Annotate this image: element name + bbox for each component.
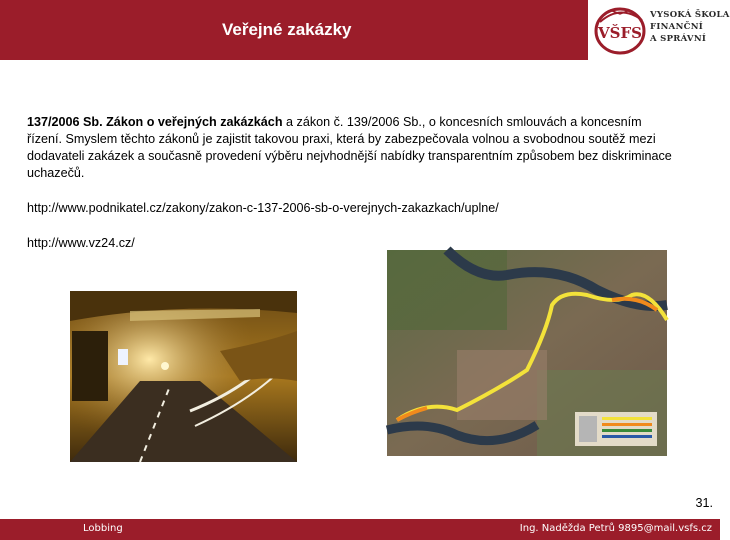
main-paragraph (27, 114, 677, 182)
page-number: 31. (695, 496, 713, 510)
logo-line-1: VYSOKÁ ŠKOLA (650, 10, 730, 20)
footer-topic: Lobbing (83, 523, 123, 534)
school-logo (592, 2, 730, 58)
vsfs-logo-mark-icon (592, 2, 650, 58)
logo-line-3: A SPRÁVNÍ (650, 34, 707, 44)
link-vz24[interactable]: http://www.vz24.cz/ (27, 236, 135, 250)
paragraph-rest: a zákon č. 139/2006 Sb., o koncesních smlouvách a koncesním řízení. Smyslem těchto zákonů je zajistit takovou praxi, která by zabezpečovala volnou a svobodnou soutěž mezi dodavateli zakázek a současně provedení výběru nejvhodnější nabídky transparentním způsobem bez diskriminace uchazečů. (27, 115, 672, 180)
page-title: Veřejné zakázky (222, 20, 352, 39)
tunnel-photo (70, 291, 297, 462)
logo-line-2: FINANČNÍ (650, 22, 704, 32)
header-bar (0, 0, 588, 60)
footer-bar (0, 519, 720, 540)
paragraph-bold: 137/2006 Sb. Zákon o veřejných zakázkách (27, 115, 283, 129)
logo-mark-text: VŠFS (598, 24, 642, 42)
link-podnikatel[interactable]: http://www.podnikatel.cz/zakony/zakon-c-137-2006-sb-o-verejnych-zakazkach/uplne/ (27, 201, 499, 215)
map-photo (387, 250, 667, 456)
logo-text (650, 9, 730, 45)
footer-author: Ing. Naděžda Petrů 9895@mail.vsfs.cz (519, 523, 712, 534)
